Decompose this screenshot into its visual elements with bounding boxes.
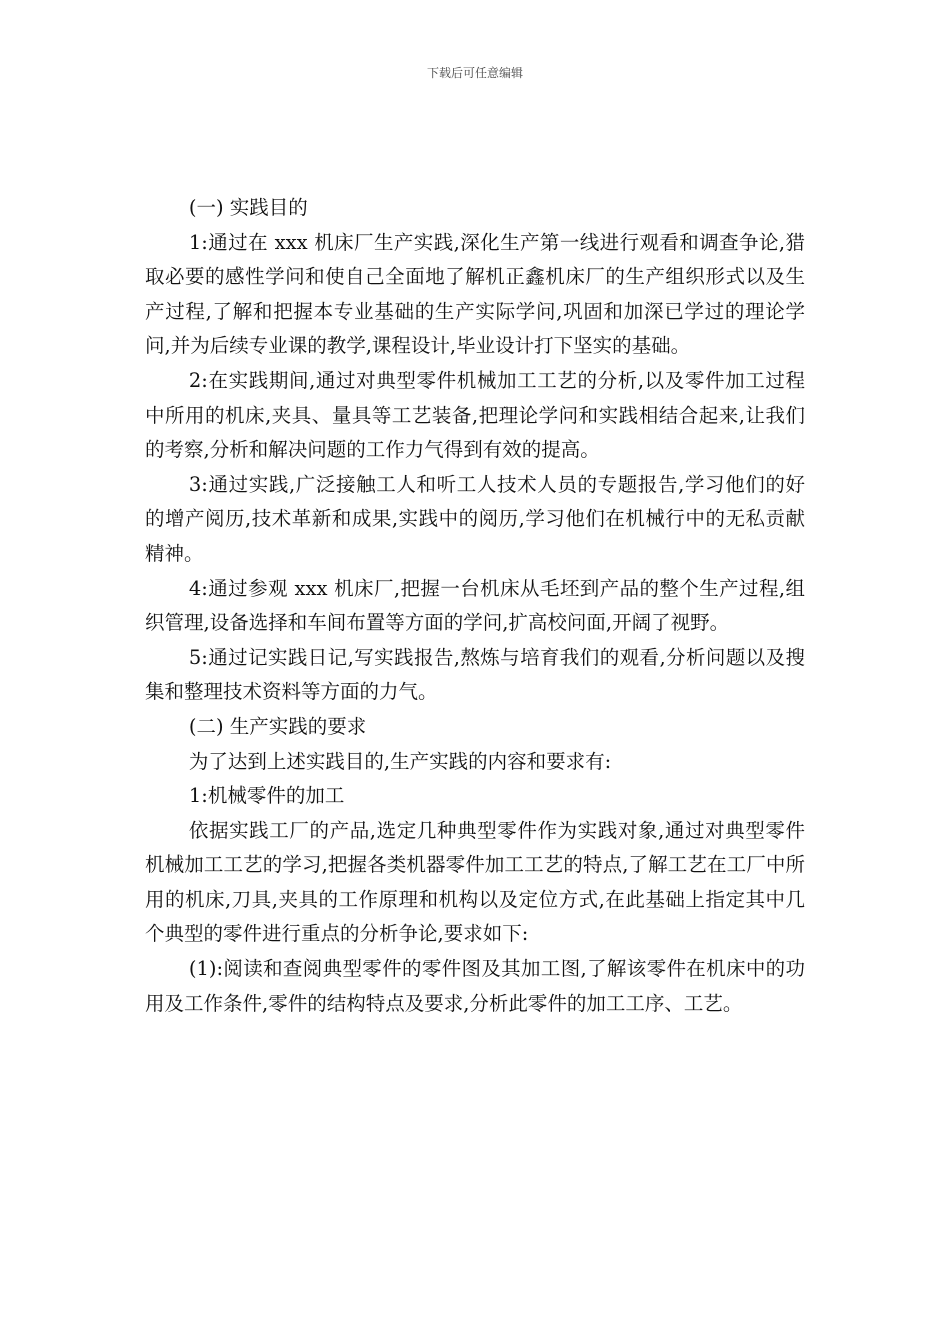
paragraph-purpose-4: 4:通过参观 xxx 机床厂,把握一台机床从毛坯到产品的整个生产过程,组织管理,设备选择和车间布置等方面的学问,扩高校问面,开阔了视野。 [145, 576, 805, 635]
subheading-machining: 1:机械零件的加工 [188, 784, 345, 808]
paragraph-machining: 依据实践工厂的产品,选定几种典型零件作为实践对象,通过对典型零件机械加工工艺的学习,把握各类机器零件加工工艺的特点,了解工艺在工厂中所用的机床,刀具,夹具的工作原理和机构以及定位方式,在此基础上指定其中几个典型的零件进行重点的分析争论,要求如下: [145, 818, 805, 946]
paragraph-requirements-intro: 为了达到上述实践目的,生产实践的内容和要求有: [188, 749, 612, 773]
paragraph-purpose-3: 3:通过实践,广泛接触工人和听工人技术人员的专题报告,学习他们的好的增产阅历,技术革新和成果,实践中的阅历,学习他们在机械行中的无私贡献精神。 [145, 472, 805, 565]
document-body [145, 191, 805, 1021]
page-header: 下载后可任意编辑 [426, 66, 523, 80]
paragraph-requirement-1: (1):阅读和查阅典型零件的零件图及其加工图,了解该零件在机床中的功用及工作条件,零件的结构特点及要求,分析此零件的加工工序、工艺。 [145, 957, 805, 1015]
section-heading-requirements: (二) 生产实践的要求 [188, 714, 367, 738]
paragraph-purpose-1: 1:通过在 xxx 机床厂生产实践,深化生产第一线进行观看和调查争论,猎取必要的感性学问和使自己全面地了解机正鑫机床厂的生产组织形式以及生产过程,了解和把握本专业基础的生产实际学问,巩固和加深已学过的理论学问,并为后续专业课的教学,课程设计,毕业设计打下坚实的基础。 [145, 230, 805, 358]
paragraph-purpose-2: 2:在实践期间,通过对典型零件机械加工工艺的分析,以及零件加工过程中所用的机床,夹具、量具等工艺装备,把理论学问和实践相结合起来,让我们的考察,分析和解决问题的工作力气得到有效的提高。 [145, 368, 805, 462]
section-heading-purpose: (一) 实践目的 [188, 196, 308, 219]
paragraph-purpose-5: 5:通过记实践日记,写实践报告,熬炼与培育我们的观看,分析问题以及搜集和整理技术资料等方面的力气。 [145, 645, 805, 704]
